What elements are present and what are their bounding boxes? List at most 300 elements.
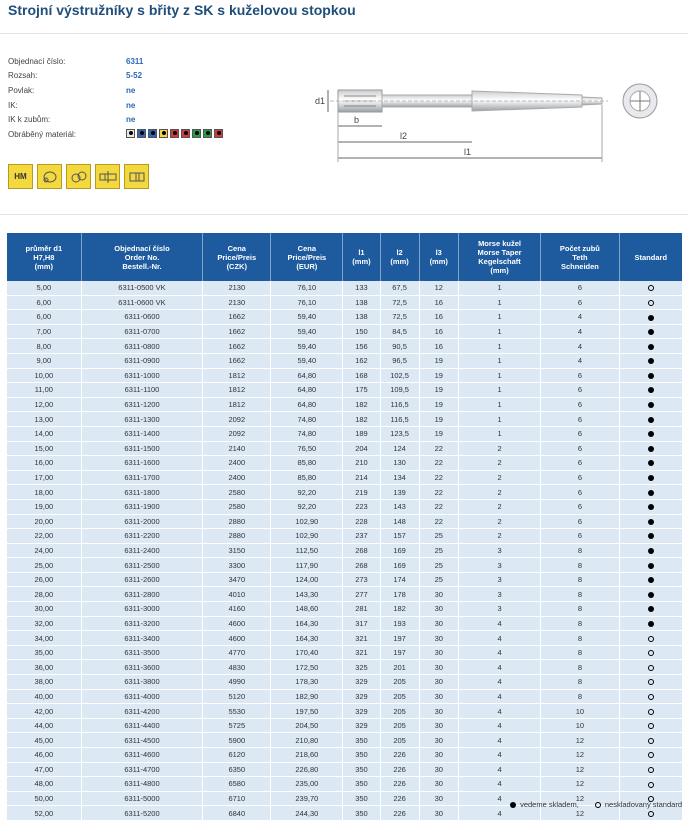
table-cell: 178 <box>380 587 419 602</box>
table-cell: 168 <box>343 368 380 383</box>
table-cell: 124,00 <box>271 572 343 587</box>
table-row <box>7 412 682 427</box>
table-cell: 59,40 <box>271 324 343 339</box>
non-stock-icon <box>648 665 654 671</box>
table-cell: 1812 <box>203 383 271 398</box>
table-cell: 59,40 <box>271 310 343 325</box>
prop-coating <box>8 83 225 98</box>
table-cell: 19 <box>419 426 458 441</box>
table-cell: 2 <box>458 470 540 485</box>
table-cell: 197 <box>380 645 419 660</box>
table-cell: 4 <box>458 806 540 821</box>
table-cell: 6311-3400 <box>81 631 203 646</box>
table-cell: 4 <box>458 675 540 690</box>
table-cell: 4 <box>541 339 619 354</box>
table-cell: 3 <box>458 543 540 558</box>
standard-cell <box>619 339 682 354</box>
table-cell: 175 <box>343 383 380 398</box>
table-cell: 178,30 <box>271 675 343 690</box>
table-cell: 6311-1900 <box>81 499 203 514</box>
table-cell: 226 <box>380 806 419 821</box>
table-cell: 1662 <box>203 324 271 339</box>
table-cell: 84,5 <box>380 324 419 339</box>
table-cell: 6311-2000 <box>81 514 203 529</box>
table-cell: 321 <box>343 631 380 646</box>
table-cell: 1 <box>458 383 540 398</box>
table-cell: 64,80 <box>271 397 343 412</box>
table-cell: 30 <box>419 791 458 806</box>
table-row <box>7 324 682 339</box>
table-cell: 6311-2400 <box>81 543 203 558</box>
table-cell: 174 <box>380 572 419 587</box>
material-swatch <box>192 129 201 138</box>
table-cell: 4 <box>458 689 540 704</box>
table-cell: 6,00 <box>7 310 81 325</box>
table-cell: 6311-2200 <box>81 529 203 544</box>
table-cell: 205 <box>380 704 419 719</box>
table-cell: 6 <box>541 514 619 529</box>
table-cell: 116,5 <box>380 412 419 427</box>
table-cell: 268 <box>343 543 380 558</box>
table-cell: 6311-3600 <box>81 660 203 675</box>
table-cell: 219 <box>343 485 380 500</box>
table-cell: 6 <box>541 397 619 412</box>
table-cell: 197,50 <box>271 704 343 719</box>
standard-cell <box>619 456 682 471</box>
in-stock-icon <box>648 533 654 539</box>
table-cell: 8,00 <box>7 339 81 354</box>
table-cell: 35,00 <box>7 645 81 660</box>
table-cell: 2092 <box>203 412 271 427</box>
in-stock-icon <box>648 315 654 321</box>
dim-b: b <box>354 115 360 125</box>
table-cell: 76,50 <box>271 441 343 456</box>
table-cell: 30 <box>419 718 458 733</box>
table-cell: 182,90 <box>271 689 343 704</box>
table-cell: 169 <box>380 543 419 558</box>
table-cell: 1 <box>458 397 540 412</box>
table-cell: 6311-0600 VK <box>81 295 203 310</box>
table-cell: 25 <box>419 558 458 573</box>
table-cell: 1662 <box>203 310 271 325</box>
material-swatch <box>181 129 190 138</box>
table-cell: 2400 <box>203 470 271 485</box>
table-row <box>7 339 682 354</box>
standard-cell <box>619 675 682 690</box>
table-cell: 30 <box>419 645 458 660</box>
table-header-row <box>7 233 682 281</box>
table-cell: 4 <box>458 631 540 646</box>
table-cell: 8 <box>541 631 619 646</box>
table-cell: 19 <box>419 353 458 368</box>
spec-table <box>7 233 682 821</box>
prop-label: Rozsah: <box>8 71 38 81</box>
table-cell: 30 <box>419 777 458 792</box>
table-cell: 102,90 <box>271 529 343 544</box>
in-stock-icon <box>648 431 654 437</box>
non-stock-icon <box>648 679 654 685</box>
table-cell: 6311-1400 <box>81 426 203 441</box>
table-cell: 205 <box>380 689 419 704</box>
prop-label: IK: <box>8 100 18 110</box>
table-cell: 204 <box>343 441 380 456</box>
in-stock-icon <box>648 373 654 379</box>
table-cell: 19 <box>419 412 458 427</box>
table-cell: 325 <box>343 660 380 675</box>
table-cell: 6580 <box>203 777 271 792</box>
table-cell: 6 <box>541 470 619 485</box>
table-cell: 6840 <box>203 806 271 821</box>
table-cell: 329 <box>343 675 380 690</box>
table-cell: 3 <box>458 602 540 617</box>
table-cell: 157 <box>380 529 419 544</box>
table-cell: 6311-3000 <box>81 602 203 617</box>
table-cell: 6311-0900 <box>81 353 203 368</box>
table-cell: 20,00 <box>7 514 81 529</box>
material-swatch <box>137 129 146 138</box>
standard-cell <box>619 368 682 383</box>
table-cell: 45,00 <box>7 733 81 748</box>
table-cell: 143 <box>380 499 419 514</box>
in-stock-icon <box>648 592 654 598</box>
table-cell: 143,30 <box>271 587 343 602</box>
legend-non-stock: neskladovaný standard <box>604 800 682 809</box>
table-cell: 6350 <box>203 762 271 777</box>
table-cell: 1662 <box>203 339 271 354</box>
table-cell: 4770 <box>203 645 271 660</box>
prop-ik <box>8 98 225 113</box>
standard-cell <box>619 441 682 456</box>
standard-cell <box>619 689 682 704</box>
in-stock-icon <box>648 621 654 627</box>
in-stock-icon <box>648 417 654 423</box>
standard-cell <box>619 616 682 631</box>
non-stock-icon <box>595 802 601 808</box>
table-cell: 30 <box>419 675 458 690</box>
table-cell: 64,80 <box>271 368 343 383</box>
table-cell: 226,80 <box>271 762 343 777</box>
table-cell: 6311-1700 <box>81 470 203 485</box>
table-cell: 130 <box>380 456 419 471</box>
table-cell: 4 <box>458 704 540 719</box>
prop-ik-teeth <box>8 112 225 127</box>
in-stock-icon <box>648 402 654 408</box>
table-cell: 74,80 <box>271 426 343 441</box>
title-divider <box>0 33 688 34</box>
table-cell: 8 <box>541 602 619 617</box>
table-cell: 210 <box>343 456 380 471</box>
standard-cell <box>619 631 682 646</box>
table-cell: 116,5 <box>380 397 419 412</box>
table-cell: 193 <box>380 616 419 631</box>
table-cell: 10 <box>541 718 619 733</box>
in-stock-icon <box>648 548 654 554</box>
material-swatch <box>159 129 168 138</box>
table-cell: 133 <box>343 281 380 295</box>
table-cell: 67,5 <box>380 281 419 295</box>
table-cell: 182 <box>380 602 419 617</box>
table-cell: 13,00 <box>7 412 81 427</box>
non-stock-icon <box>648 723 654 729</box>
table-cell: 19,00 <box>7 499 81 514</box>
table-cell: 46,00 <box>7 748 81 763</box>
table-cell: 1 <box>458 281 540 295</box>
table-cell: 4830 <box>203 660 271 675</box>
table-cell: 3150 <box>203 543 271 558</box>
table-cell: 281 <box>343 602 380 617</box>
table-cell: 1 <box>458 368 540 383</box>
table-cell: 92,20 <box>271 485 343 500</box>
table-cell: 3 <box>458 558 540 573</box>
table-cell: 223 <box>343 499 380 514</box>
table-cell: 148 <box>380 514 419 529</box>
table-cell: 162 <box>343 353 380 368</box>
dim-l2: l2 <box>400 131 408 141</box>
table-cell: 6311-3800 <box>81 675 203 690</box>
table-row <box>7 426 682 441</box>
table-cell: 6710 <box>203 791 271 806</box>
table-cell: 5900 <box>203 733 271 748</box>
material-swatch <box>126 129 135 138</box>
table-cell: 237 <box>343 529 380 544</box>
table-cell: 6 <box>541 499 619 514</box>
table-cell: 329 <box>343 689 380 704</box>
table-cell: 102,5 <box>380 368 419 383</box>
standard-cell <box>619 718 682 733</box>
table-cell: 42,00 <box>7 704 81 719</box>
table-cell: 30 <box>419 748 458 763</box>
table-cell: 2 <box>458 485 540 500</box>
table-row <box>7 718 682 733</box>
table-cell: 2 <box>458 499 540 514</box>
prop-order-number <box>8 54 225 69</box>
column-header: průměr d1 H7,H8 (mm) <box>7 233 81 281</box>
table-cell: 74,80 <box>271 412 343 427</box>
table-cell: 19 <box>419 397 458 412</box>
table-cell: 8 <box>541 675 619 690</box>
non-stock-icon <box>648 738 654 744</box>
table-cell: 6 <box>541 529 619 544</box>
table-row <box>7 558 682 573</box>
material-swatch <box>214 129 223 138</box>
table-cell: 210,80 <box>271 733 343 748</box>
in-stock-icon <box>648 329 654 335</box>
table-body <box>7 281 682 820</box>
table-cell: 226 <box>380 762 419 777</box>
table-cell: 150 <box>343 324 380 339</box>
standard-cell <box>619 587 682 602</box>
table-cell: 1 <box>458 324 540 339</box>
table-cell: 8 <box>541 645 619 660</box>
legend-in-stock: vedeme skladem, <box>520 800 579 809</box>
non-stock-icon <box>648 782 654 788</box>
prop-value: 6311 <box>126 56 144 66</box>
taper-shank-icon <box>124 164 149 189</box>
standard-cell <box>619 412 682 427</box>
table-cell: 36,00 <box>7 660 81 675</box>
table-cell: 138 <box>343 310 380 325</box>
table-cell: 6311-1200 <box>81 397 203 412</box>
cylinder-tool-icon <box>37 164 62 189</box>
table-row <box>7 631 682 646</box>
table-cell: 201 <box>380 660 419 675</box>
table-cell: 235,00 <box>271 777 343 792</box>
table-cell: 8 <box>541 558 619 573</box>
table-cell: 6311-1000 <box>81 368 203 383</box>
table-row <box>7 645 682 660</box>
table-cell: 90,5 <box>380 339 419 354</box>
table-cell: 30 <box>419 587 458 602</box>
table-cell: 4 <box>458 718 540 733</box>
in-stock-icon <box>648 519 654 525</box>
table-cell: 1812 <box>203 397 271 412</box>
table-cell: 5530 <box>203 704 271 719</box>
table-cell: 2092 <box>203 426 271 441</box>
prop-value: 5-52 <box>126 71 143 81</box>
table-cell: 9,00 <box>7 353 81 368</box>
table-cell: 109,5 <box>380 383 419 398</box>
table-cell: 6 <box>541 295 619 310</box>
table-cell: 12 <box>541 762 619 777</box>
table-cell: 2 <box>458 514 540 529</box>
table-cell: 1662 <box>203 353 271 368</box>
table-row <box>7 441 682 456</box>
table-cell: 4 <box>458 660 540 675</box>
table-row <box>7 281 682 295</box>
non-stock-icon <box>648 694 654 700</box>
non-stock-icon <box>648 709 654 715</box>
standard-cell <box>619 426 682 441</box>
column-header: Morse kužel Morse Taper Kegelschaft (mm) <box>458 233 540 281</box>
prop-materials <box>8 127 225 142</box>
table-cell: 26,00 <box>7 572 81 587</box>
dim-d1: d1 <box>315 96 326 106</box>
table-cell: 6 <box>541 368 619 383</box>
in-stock-icon <box>648 387 654 393</box>
table-cell: 6311-0800 <box>81 339 203 354</box>
table-cell: 226 <box>380 791 419 806</box>
prop-value: ne <box>126 85 136 95</box>
prop-value: ne <box>126 115 136 125</box>
table-cell: 72,5 <box>380 310 419 325</box>
standard-cell <box>619 748 682 763</box>
table-cell: 5120 <box>203 689 271 704</box>
table-cell: 48,00 <box>7 777 81 792</box>
table-cell: 6311-4000 <box>81 689 203 704</box>
table-cell: 25,00 <box>7 558 81 573</box>
table-cell: 6311-1100 <box>81 383 203 398</box>
table-cell: 2580 <box>203 499 271 514</box>
table-cell: 6311-1800 <box>81 485 203 500</box>
table-cell: 2880 <box>203 514 271 529</box>
table-cell: 6 <box>541 456 619 471</box>
table-cell: 16 <box>419 324 458 339</box>
table-cell: 156 <box>343 339 380 354</box>
table-cell: 22 <box>419 441 458 456</box>
standard-cell <box>619 660 682 675</box>
table-cell: 123,5 <box>380 426 419 441</box>
table-row <box>7 456 682 471</box>
table-cell: 4 <box>458 748 540 763</box>
table-cell: 10,00 <box>7 368 81 383</box>
table-cell: 350 <box>343 777 380 792</box>
table-row <box>7 383 682 398</box>
table-cell: 6311-1300 <box>81 412 203 427</box>
standard-cell <box>619 353 682 368</box>
in-stock-icon <box>648 358 654 364</box>
prop-label: Objednací číslo: <box>8 56 66 66</box>
table-cell: 16 <box>419 310 458 325</box>
standard-cell <box>619 762 682 777</box>
table-row <box>7 470 682 485</box>
section-divider <box>0 214 688 215</box>
table-cell: 30 <box>419 616 458 631</box>
in-stock-icon <box>648 563 654 569</box>
table-row <box>7 587 682 602</box>
table-cell: 44,00 <box>7 718 81 733</box>
standard-cell <box>619 645 682 660</box>
table-cell: 1812 <box>203 368 271 383</box>
standard-cell <box>619 383 682 398</box>
table-cell: 2140 <box>203 441 271 456</box>
table-cell: 47,00 <box>7 762 81 777</box>
table-cell: 8 <box>541 543 619 558</box>
page-title: Strojní výstružníky s břity z SK s kuželovou stopkou <box>8 2 356 18</box>
table-cell: 6311-1500 <box>81 441 203 456</box>
table-cell: 350 <box>343 748 380 763</box>
table-cell: 6 <box>541 281 619 295</box>
table-cell: 30 <box>419 762 458 777</box>
table-cell: 4 <box>458 645 540 660</box>
table-cell: 22,00 <box>7 529 81 544</box>
table-cell: 30 <box>419 602 458 617</box>
table-row <box>7 543 682 558</box>
table-cell: 4 <box>458 733 540 748</box>
non-stock-icon <box>648 752 654 758</box>
table-cell: 28,00 <box>7 587 81 602</box>
table-row <box>7 572 682 587</box>
table-cell: 244,30 <box>271 806 343 821</box>
table-cell: 1 <box>458 295 540 310</box>
table-cell: 12 <box>541 733 619 748</box>
table-row <box>7 310 682 325</box>
table-cell: 164,30 <box>271 616 343 631</box>
column-header: l2 (mm) <box>380 233 419 281</box>
table-cell: 12 <box>541 791 619 806</box>
table-cell: 72,5 <box>380 295 419 310</box>
table-cell: 22 <box>419 499 458 514</box>
table-cell: 8 <box>541 572 619 587</box>
table-cell: 112,50 <box>271 543 343 558</box>
standard-cell <box>619 543 682 558</box>
table-row <box>7 675 682 690</box>
table-cell: 6311-0500 VK <box>81 281 203 295</box>
table-cell: 30 <box>419 704 458 719</box>
table-cell: 25 <box>419 543 458 558</box>
table-cell: 1 <box>458 353 540 368</box>
in-stock-icon <box>648 490 654 496</box>
standard-cell <box>619 324 682 339</box>
standard-cell <box>619 310 682 325</box>
table-cell: 30 <box>419 631 458 646</box>
table-cell: 5,00 <box>7 281 81 295</box>
table-row <box>7 704 682 719</box>
tool-drawing <box>314 70 664 170</box>
table-cell: 134 <box>380 470 419 485</box>
table-cell: 205 <box>380 718 419 733</box>
table-cell: 164,30 <box>271 631 343 646</box>
table-cell: 76,10 <box>271 295 343 310</box>
